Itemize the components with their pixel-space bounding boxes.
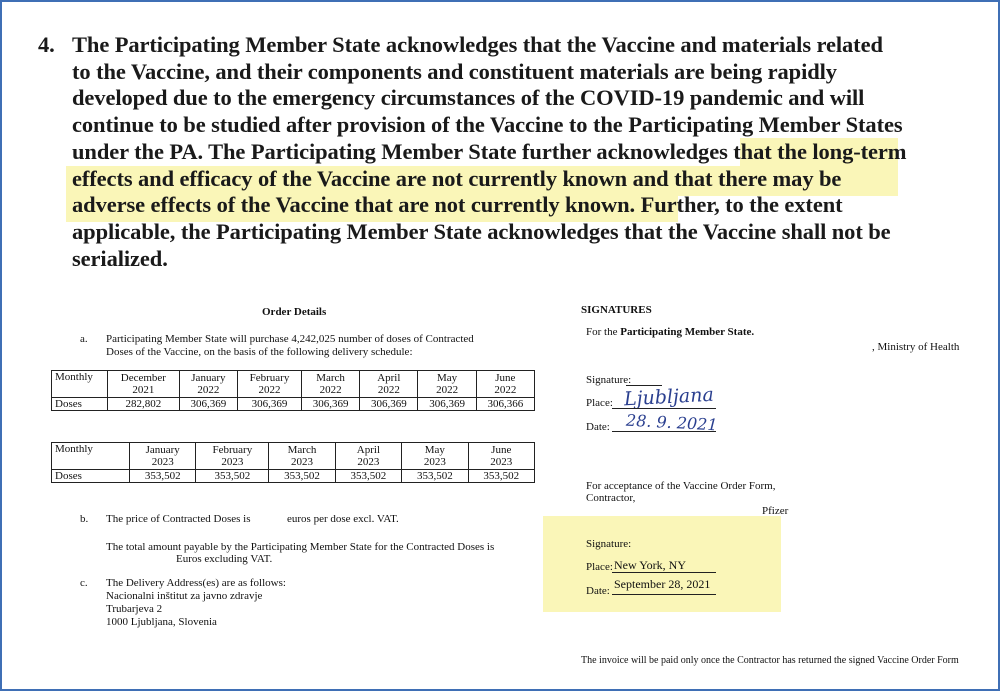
clause-line: effects and efficacy of the Vaccine are not currently known and that there may be — [72, 165, 842, 191]
item-a-text: Participating Member State will purchase 4,242,025 number of doses of Contracted — [106, 333, 474, 345]
total-amount-text: The total amount payable by the Participating Member State for the Contracted Doses is — [106, 541, 495, 553]
month-cell: June 2023 — [468, 443, 534, 470]
place-label: Place: — [586, 397, 613, 409]
dose-cell: 306,369 — [301, 398, 359, 411]
date-line — [612, 431, 716, 432]
delivery-schedule-2021-2022 — [51, 370, 535, 411]
signature-label: Signature: — [586, 374, 632, 386]
month-cell: March 2023 — [269, 443, 335, 470]
handwritten-date: 28. 9. 2021 — [625, 410, 719, 435]
order-details-title: Order Details — [262, 306, 327, 318]
row-label: Monthly — [52, 371, 108, 398]
contractor-text: Contractor, — [586, 492, 636, 504]
date-label: Date: — [586, 421, 610, 433]
dose-cell: 353,502 — [196, 470, 269, 483]
contractor-date-line — [612, 594, 716, 595]
month-cell: December 2021 — [108, 371, 180, 398]
contractor-name: Pfizer — [762, 505, 789, 517]
dose-cell: 282,802 — [108, 398, 180, 411]
clause-line: under the PA. The Participating Member State further acknowledges that the long-term — [72, 138, 907, 164]
month-cell: April 2022 — [360, 371, 418, 398]
row-label: Doses — [52, 470, 130, 483]
contractor-place: New York, NY — [614, 558, 687, 572]
dose-cell: 353,502 — [468, 470, 534, 483]
row-label: Doses — [52, 398, 108, 411]
ministry-label: , Ministry of Health — [872, 341, 960, 353]
dose-cell: 306,366 — [476, 398, 534, 411]
dose-cell: 306,369 — [179, 398, 237, 411]
month-cell: May 2022 — [418, 371, 476, 398]
clause-line: applicable, the Participating Member State acknowledges that the Vaccine shall not be — [72, 218, 891, 244]
handwritten-place: Ljubljana — [623, 383, 715, 411]
contractor-place-label: Place: — [586, 561, 613, 573]
item-c-marker: c. — [80, 577, 88, 589]
delivery-schedule-2023 — [51, 442, 535, 483]
dose-cell: 353,502 — [130, 470, 196, 483]
signatures-title: SIGNATURES — [581, 304, 652, 316]
clause-line: adverse effects of the Vaccine that are not currently known. Further, to the extent — [72, 192, 843, 218]
invoice-note: The invoice will be paid only once the Contractor has returned the signed Vaccine Order Form — [581, 655, 959, 666]
clause-number: 4. — [38, 32, 55, 57]
clause-line: continue to be studied after provision of the Vaccine to the Participating Member States — [72, 112, 903, 138]
clause-line: to the Vaccine, and their components and constituent materials are being rapidly — [72, 58, 837, 84]
month-cell: February 2022 — [238, 371, 302, 398]
address-line: Nacionalni inštitut za javno zdravje — [106, 590, 263, 602]
dose-cell: 353,502 — [335, 470, 401, 483]
place-line — [612, 408, 716, 409]
item-a-marker: a. — [80, 333, 88, 345]
month-cell: January 2022 — [179, 371, 237, 398]
month-cell: March 2022 — [301, 371, 359, 398]
dose-cell: 306,369 — [238, 398, 302, 411]
contractor-date: September 28, 2021 — [614, 577, 711, 591]
dose-cell: 306,369 — [360, 398, 418, 411]
contractor-date-label: Date: — [586, 585, 610, 597]
month-cell: February 2023 — [196, 443, 269, 470]
clause-line: developed due to the emergency circumstances of the COVID-19 pandemic and will — [72, 85, 865, 111]
month-cell: May 2023 — [402, 443, 468, 470]
total-amount-unit: Euros excluding VAT. — [176, 553, 273, 565]
dose-cell: 353,502 — [402, 470, 468, 483]
clause-line: The Participating Member State acknowledges that the Vaccine and materials related — [72, 32, 883, 57]
item-b-marker: b. — [80, 513, 89, 525]
month-cell: June 2022 — [476, 371, 534, 398]
acceptance-text: For acceptance of the Vaccine Order Form, — [586, 480, 776, 492]
row-label: Monthly — [52, 443, 130, 470]
dose-cell: 353,502 — [269, 470, 335, 483]
dose-cell: 306,369 — [418, 398, 476, 411]
address-line: Trubarjeva 2 — [106, 603, 163, 615]
month-cell: January 2023 — [130, 443, 196, 470]
item-b-unit: euros per dose excl. VAT. — [287, 513, 399, 525]
for-state-text: For the Participating Member State. — [586, 326, 755, 338]
month-cell: April 2023 — [335, 443, 401, 470]
address-line: 1000 Ljubljana, Slovenia — [106, 616, 217, 628]
item-b-text: The price of Contracted Doses is — [106, 513, 251, 525]
contractor-signature-label: Signature: — [586, 538, 632, 550]
item-a-text: Doses of the Vaccine, on the basis of the following delivery schedule: — [106, 346, 413, 358]
clause-line: serialized. — [72, 245, 168, 271]
item-c-text: The Delivery Address(es) are as follows: — [106, 577, 286, 589]
